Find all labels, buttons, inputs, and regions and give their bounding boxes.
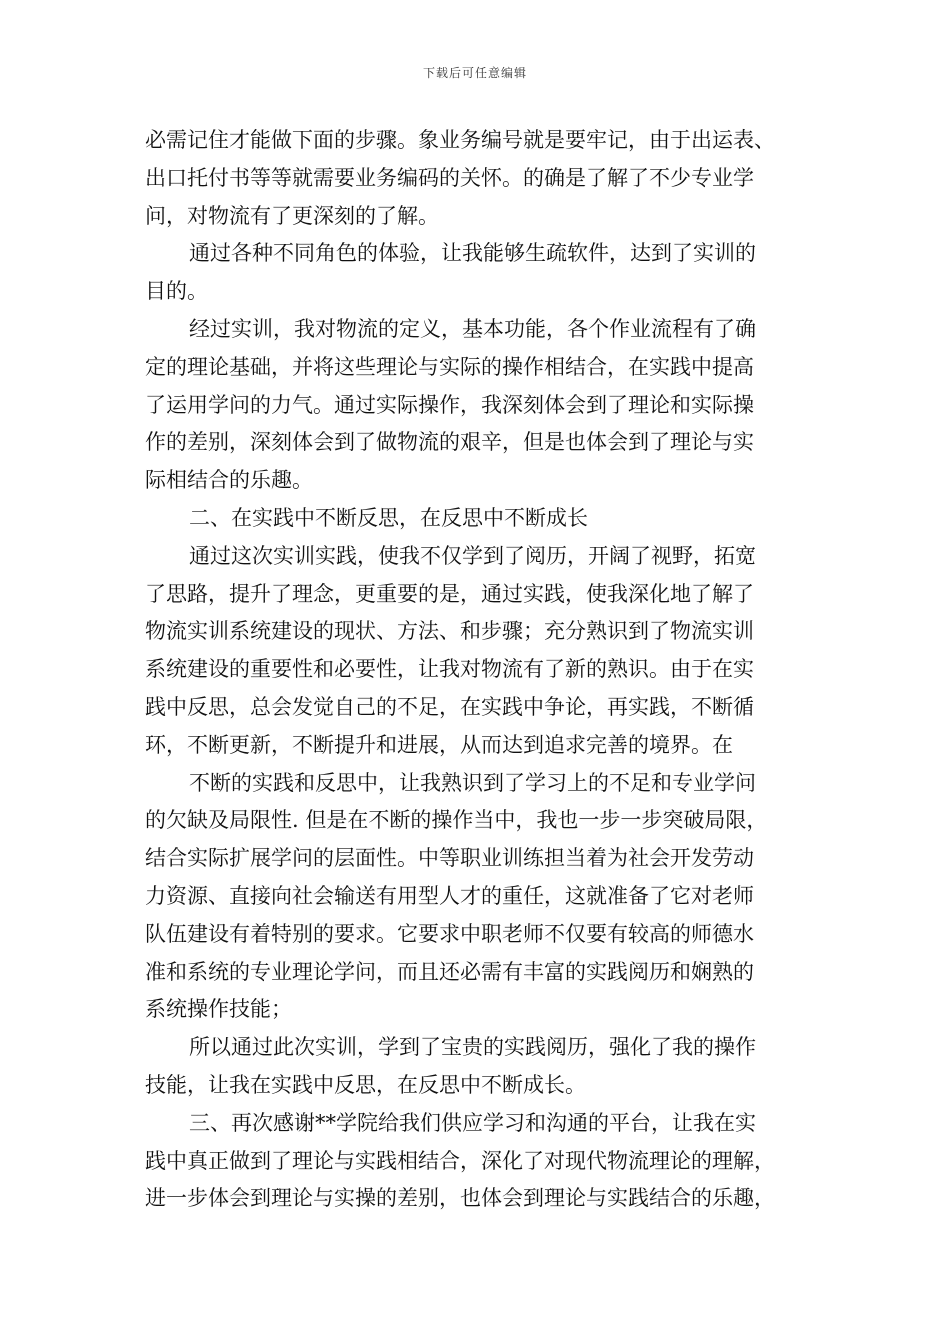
text-line: 力资源、直接向社会输送有用型人才的重任，这就准备了它对老师 xyxy=(145,883,754,908)
text-line: 践中反思，总会发觉自己的不足，在实践中争论，再实践，不断循 xyxy=(145,694,754,719)
text-line: 二、在实践中不断反思，在反思中不断成长 xyxy=(189,505,588,530)
text-line: 经过实训，我对物流的定义，基本功能，各个作业流程有了确 xyxy=(189,316,756,341)
text-line: 的欠缺及局限性. 但是在不断的操作当中，我也一步一步突破局限， xyxy=(145,808,768,833)
text-line: 必需记住才能做下面的步骤。象业务编号就是要牢记，由于出运表、 xyxy=(145,128,775,152)
text-line: 系统建设的重要性和必要性，让我对物流有了新的熟识。由于在实 xyxy=(145,657,754,682)
text-line: 问，对物流有了更深刻的了解。 xyxy=(145,203,439,228)
text-line: 定的理论基础，并将这些理论与实际的操作相结合，在实践中提高 xyxy=(145,354,754,379)
text-line: 进一步体会到理论与实操的差别，也体会到理论与实践结合的乐趣， xyxy=(145,1186,775,1211)
text-line: 环，不断更新，不断提升和进展，从而达到追求完善的境界。在 xyxy=(145,732,733,757)
text-line: 结合实际扩展学问的层面性。中等职业训练担当着为社会开发劳动 xyxy=(145,846,754,871)
document-body xyxy=(145,122,807,1218)
text-line: 系统操作技能； xyxy=(145,997,292,1022)
text-line: 三、再次感谢**学院给我们供应学习和沟通的平台，让我在实 xyxy=(189,1110,756,1135)
page-header: 下载后可任意编辑 xyxy=(422,66,527,80)
text-line: 准和系统的专业理论学问，而且还必需有丰富的实践阅历和娴熟的 xyxy=(145,959,754,984)
text-line: 队伍建设有着特别的要求。它要求中职老师不仅要有较高的师德水 xyxy=(145,921,754,946)
text-line: 作的差别，深刻体会到了做物流的艰辛，但是也体会到了理论与实 xyxy=(145,430,754,455)
text-line: 物流实训系统建设的现状、方法、和步骤；充分熟识到了物流实训 xyxy=(145,619,754,644)
text-line: 出口托付书等等就需要业务编码的关怀。的确是了解了不少专业学 xyxy=(145,165,754,190)
text-line: 通过这次实训实践，使我不仅学到了阅历，开阔了视野，拓宽 xyxy=(189,543,756,568)
text-line: 通过各种不同角色的体验，让我能够生疏软件，达到了实训的 xyxy=(189,241,756,266)
text-line: 了思路，提升了理念，更重要的是，通过实践，使我深化地了解了 xyxy=(145,581,754,606)
text-line: 目的。 xyxy=(145,279,208,304)
text-line: 了运用学问的力气。通过实际操作，我深刻体会到了理论和实际操 xyxy=(145,392,754,417)
text-line: 践中真正做到了理论与实践相结合，深化了对现代物流理论的理解， xyxy=(145,1148,775,1173)
text-line: 所以通过此次实训，学到了宝贵的实践阅历，强化了我的操作 xyxy=(189,1035,756,1060)
text-line: 技能，让我在实践中反思，在反思中不断成长。 xyxy=(145,1072,586,1097)
text-line: 不断的实践和反思中，让我熟识到了学习上的不足和专业学问 xyxy=(189,770,756,795)
text-line: 际相结合的乐趣。 xyxy=(145,468,313,493)
